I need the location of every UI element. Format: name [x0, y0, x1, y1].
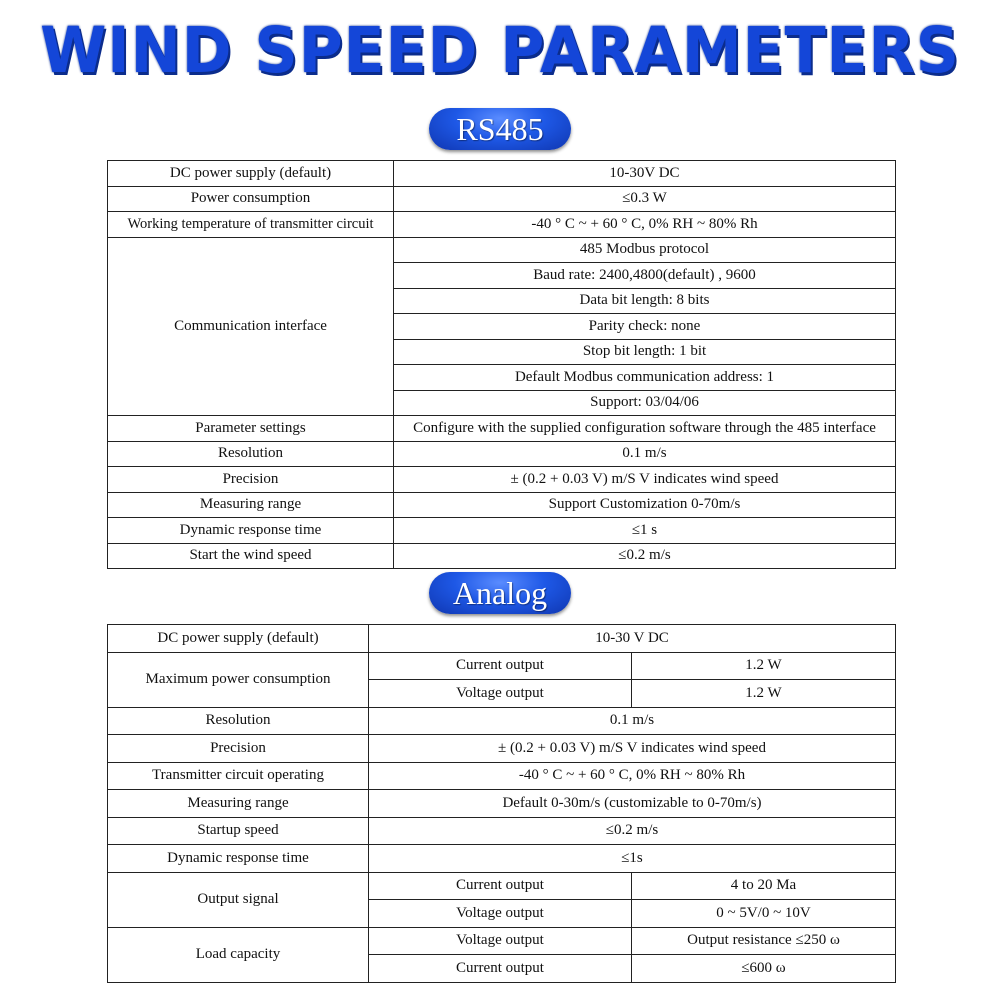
spec-label: Resolution — [108, 441, 394, 467]
spec-label: Measuring range — [108, 790, 369, 818]
spec-label: Power consumption — [108, 186, 394, 212]
spec-sublabel: Current output — [369, 872, 632, 900]
table-row — [108, 652, 896, 680]
spec-label: Start the wind speed — [108, 543, 394, 569]
spec-value: ≤1 s — [394, 518, 896, 544]
spec-label: Dynamic response time — [108, 518, 394, 544]
spec-value: 0.1 m/s — [394, 441, 896, 467]
table-row — [108, 467, 896, 493]
rs485-spec-table — [107, 160, 896, 569]
table-row — [108, 790, 896, 818]
table-row — [108, 872, 896, 900]
spec-label: Measuring range — [108, 492, 394, 518]
spec-value: Support Customization 0-70m/s — [394, 492, 896, 518]
spec-sublabel: Current output — [369, 955, 632, 983]
spec-label: Working temperature of transmitter circuit — [108, 212, 394, 238]
table-row — [108, 161, 896, 187]
spec-value: 4 to 20 Ma — [632, 872, 896, 900]
spec-value: Support: 03/04/06 — [394, 390, 896, 416]
table-row — [108, 845, 896, 873]
table-row — [108, 416, 896, 442]
spec-value: 0 ~ 5V/0 ~ 10V — [632, 900, 896, 928]
spec-sublabel: Voltage output — [369, 900, 632, 928]
page-title: WIND SPEED PARAMETERS — [40, 14, 960, 88]
spec-value: Data bit length: 8 bits — [394, 288, 896, 314]
spec-label: Maximum power consumption — [108, 652, 369, 707]
spec-value: ≤0.2 m/s — [369, 817, 896, 845]
table-row — [108, 186, 896, 212]
spec-value: ≤600 ω — [632, 955, 896, 983]
spec-value: Stop bit length: 1 bit — [394, 339, 896, 365]
spec-label: Output signal — [108, 872, 369, 927]
spec-value: Configure with the supplied configuration software through the 485 interface — [394, 416, 896, 442]
table-row — [108, 212, 896, 238]
spec-label: Transmitter circuit operating — [108, 762, 369, 790]
spec-value: Output resistance ≤250 ω — [632, 927, 896, 955]
spec-value: Parity check: none — [394, 314, 896, 340]
spec-label: Precision — [108, 467, 394, 493]
spec-value: Default 0-30m/s (customizable to 0-70m/s) — [369, 790, 896, 818]
spec-label: Dynamic response time — [108, 845, 369, 873]
table-row — [108, 441, 896, 467]
spec-value: ≤0.2 m/s — [394, 543, 896, 569]
spec-value: Baud rate: 2400,4800(default) , 9600 — [394, 263, 896, 289]
table-row — [108, 543, 896, 569]
spec-value: ± (0.2 + 0.03 V) m/S V indicates wind speed — [369, 735, 896, 763]
spec-value: 0.1 m/s — [369, 707, 896, 735]
spec-value: ≤1s — [369, 845, 896, 873]
spec-label: Parameter settings — [108, 416, 394, 442]
table-row — [108, 492, 896, 518]
table-row — [108, 817, 896, 845]
spec-value: -40 ° C ~ + 60 ° C, 0% RH ~ 80% Rh — [394, 212, 896, 238]
spec-value: Default Modbus communication address: 1 — [394, 365, 896, 391]
spec-label: DC power supply (default) — [108, 625, 369, 653]
analog-section-badge: Analog — [429, 572, 571, 614]
spec-value: 10-30V DC — [394, 161, 896, 187]
spec-label: Load capacity — [108, 927, 369, 982]
table-row — [108, 735, 896, 763]
spec-label: Precision — [108, 735, 369, 763]
spec-sublabel: Voltage output — [369, 680, 632, 708]
spec-value: ± (0.2 + 0.03 V) m/S V indicates wind speed — [394, 467, 896, 493]
table-row — [108, 518, 896, 544]
analog-spec-table — [107, 624, 896, 983]
spec-label: Resolution — [108, 707, 369, 735]
spec-value: 1.2 W — [632, 652, 896, 680]
spec-value: ≤0.3 W — [394, 186, 896, 212]
table-row — [108, 762, 896, 790]
spec-sublabel: Voltage output — [369, 927, 632, 955]
spec-value: 485 Modbus protocol — [394, 237, 896, 263]
table-row — [108, 237, 896, 263]
spec-sublabel: Current output — [369, 652, 632, 680]
spec-value: 10-30 V DC — [369, 625, 896, 653]
spec-label: DC power supply (default) — [108, 161, 394, 187]
spec-value: 1.2 W — [632, 680, 896, 708]
spec-value: -40 ° C ~ + 60 ° C, 0% RH ~ 80% Rh — [369, 762, 896, 790]
rs485-section-badge: RS485 — [429, 108, 571, 150]
table-row — [108, 625, 896, 653]
table-row — [108, 927, 896, 955]
spec-label: Communication interface — [108, 237, 394, 416]
spec-label: Startup speed — [108, 817, 369, 845]
table-row — [108, 707, 896, 735]
